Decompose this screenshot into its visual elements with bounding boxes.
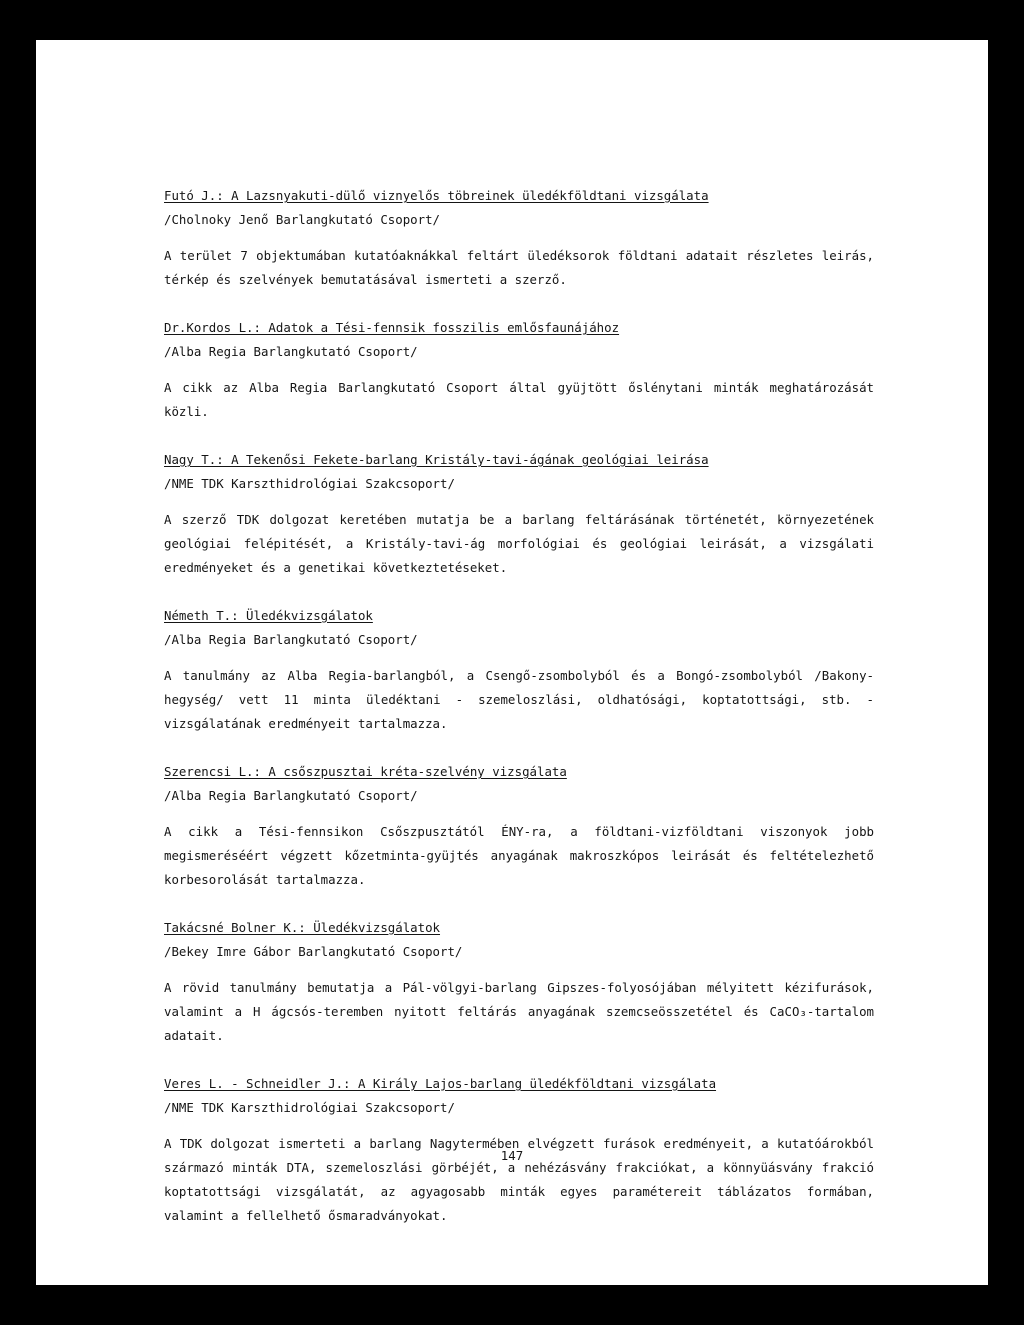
entry-body: A rövid tanulmány bemutatja a Pál-völgyi-barlang Gipszes-folyosójában mélyitett kézifurások, valamint a H ágcsós-teremben nyitott feltárás anyagának szemcseösszetétel és CaCO₃-tartalom adatait.: [164, 980, 874, 1043]
abstract-entry: [164, 916, 874, 1048]
abstract-entry: [164, 316, 874, 424]
entry-affiliation: /Alba Regia Barlangkutató Csoport/: [164, 788, 418, 803]
abstracts-list: [164, 184, 874, 1252]
entry-body: A szerző TDK dolgozat keretében mutatja be a barlang feltárásának történetét, környezetének geológiai felépitését, a Kristály-tavi-ág morfológiai és geológiai leirását, a vizsgálati eredményeket és a genetikai következtetéseket.: [164, 512, 874, 575]
entry-body: A TDK dolgozat ismerteti a barlang Nagytermében elvégzett furások eredményeit, a kutatóárokból származó minták DTA, szemeloszlási görbéjét, a nehézásvány frakciókat, a könnyüásvány frakció koptatottsági vizsgálatát, az agyagosabb minták egyes paramétereit táblázatos formában, valamint a fellelhető ősmaradványokat.: [164, 1136, 874, 1223]
entry-heading: Németh T.: Üledékvizsgálatok: [164, 608, 373, 623]
entry-heading: Futó J.: A Lazsnyakuti-dülő viznyelős töbreinek üledékföldtani vizsgálata: [164, 188, 709, 203]
entry-affiliation: /Alba Regia Barlangkutató Csoport/: [164, 632, 418, 647]
entry-body: A tanulmány az Alba Regia-barlangból, a Csengő-zsombolyból és a Bongó-zsombolyból /Bakony-hegység/ vett 11 minta üledéktani - szemeloszlási, oldhatósági, koptatottsági, stb. - vizsgálatának eredményeit tartalmazza.: [164, 668, 874, 731]
abstract-entry: [164, 448, 874, 580]
entry-body: A terület 7 objektumában kutatóaknákkal feltárt üledéksorok földtani adatait részletes leirás, térkép és szelvények bemutatásával ismerteti a szerző.: [164, 248, 874, 287]
entry-heading: Nagy T.: A Tekenősi Fekete-barlang Kristály-tavi-ágának geológiai leirása: [164, 452, 709, 467]
entry-affiliation: /Alba Regia Barlangkutató Csoport/: [164, 344, 418, 359]
entry-body: A cikk az Alba Regia Barlangkutató Csoport által gyüjtött őslénytani minták meghatározását közli.: [164, 380, 874, 419]
document-page: [36, 40, 988, 1285]
abstract-entry: [164, 604, 874, 736]
page-number: 147: [500, 1148, 524, 1163]
abstract-entry: [164, 184, 874, 292]
entry-heading: Dr.Kordos L.: Adatok a Tési-fennsik fosszilis emlősfaunájához: [164, 320, 620, 335]
entry-heading: Takácsné Bolner K.: Üledékvizsgálatok: [164, 920, 441, 935]
entry-affiliation: /NME TDK Karszthidrológiai Szakcsoport/: [164, 1100, 455, 1115]
abstract-entry: [164, 760, 874, 892]
entry-affiliation: /Bekey Imre Gábor Barlangkutató Csoport/: [164, 944, 463, 959]
entry-affiliation: /NME TDK Karszthidrológiai Szakcsoport/: [164, 476, 455, 491]
entry-body: A cikk a Tési-fennsikon Csőszpusztától ÉNY-ra, a földtani-vizföldtani viszonyok jobb megismeréséért végzett kőzetminta-gyüjtés anyagának makroszkópos leirását és feltételezhető korbesorolását tartalmazza.: [164, 824, 874, 887]
entry-affiliation: /Cholnoky Jenő Barlangkutató Csoport/: [164, 212, 441, 227]
entry-heading: Szerencsi L.: A csőszpusztai kréta-szelvény vizsgálata: [164, 764, 567, 779]
entry-heading: Veres L. - Schneidler J.: A Király Lajos-barlang üledékföldtani vizsgálata: [164, 1076, 717, 1091]
